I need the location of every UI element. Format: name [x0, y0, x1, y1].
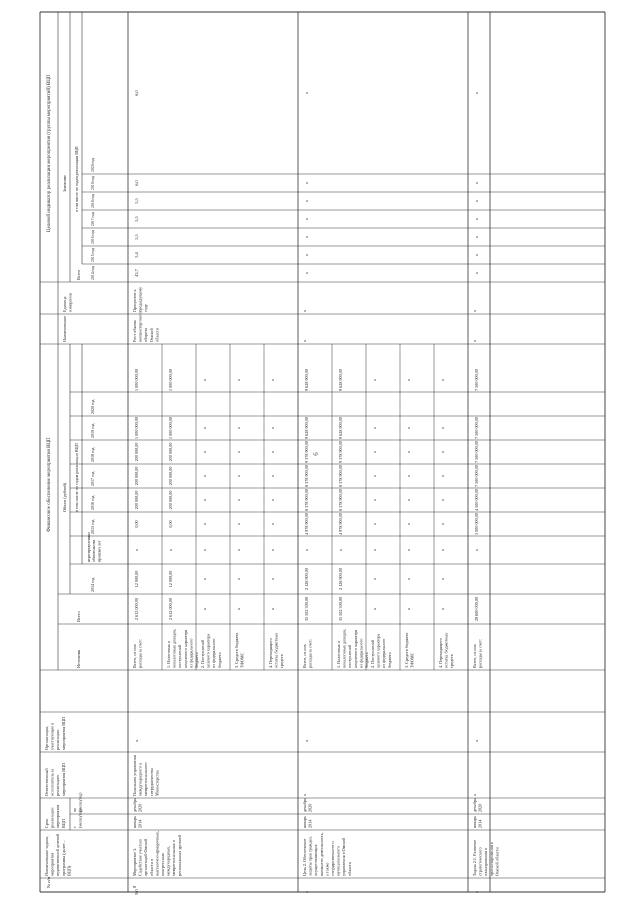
- indicator-value: х: [474, 235, 479, 239]
- finance-value: х: [236, 498, 241, 502]
- finance-value: 2 128 900,00: [304, 568, 309, 590]
- finance-value: 200 000,00: [168, 490, 173, 510]
- indicator-unit: Процентов к: [132, 289, 137, 312]
- row-term-from: 2014: [307, 819, 313, 828]
- header-ind-year: 2017 год: [91, 212, 95, 226]
- row-term-from: 2014: [477, 819, 483, 828]
- finance-value: х: [202, 378, 207, 382]
- indicator-value: х: [304, 199, 309, 203]
- finance-value: 29 600 000,00: [474, 596, 479, 622]
- finance-value: х: [270, 607, 275, 611]
- header-col-term: реализации: [49, 807, 55, 828]
- finance-value: 4 500 000,00: [474, 489, 479, 511]
- indicator-unit: х: [302, 309, 307, 312]
- finance-source: 3. Средств бюджета: [404, 632, 409, 668]
- finance-value: х: [304, 548, 309, 552]
- header-ind-year: 2016 год: [91, 230, 95, 244]
- header-col-ind-unit: измерения: [67, 293, 73, 312]
- finance-source: Всего, из них: [472, 644, 477, 668]
- finance-value: х: [236, 522, 241, 526]
- finance-value: 0,00: [168, 520, 173, 528]
- header-col-term-from: с: [72, 826, 77, 828]
- finance-value: х: [236, 548, 241, 552]
- row-term-to: 2020: [477, 803, 483, 812]
- header-year: 2016 год: [90, 495, 95, 510]
- finance-value: 35 502 300,00: [304, 596, 309, 622]
- header-col-unallocated: прошлых лет: [97, 540, 102, 562]
- finance-source: бюджета: [386, 652, 392, 668]
- finance-value: х: [440, 522, 445, 526]
- finance-source: Всего, из них: [302, 644, 307, 668]
- finance-value: х: [440, 498, 445, 502]
- header-col-term-from: (месяц/год): [77, 808, 83, 828]
- finance-source: расходы за счет:: [477, 639, 483, 668]
- finance-source: средств: [449, 654, 455, 668]
- row-responsible: межрегионального: [143, 762, 149, 796]
- finance-source: нецелевого характера: [352, 629, 358, 668]
- indicator-value: 5,5: [134, 216, 139, 222]
- finance-source: 3. Средств бюджета: [234, 632, 239, 668]
- row-term-to: 2020: [307, 803, 313, 812]
- row-term-to: 2020: [137, 803, 143, 812]
- finance-value: х: [236, 426, 241, 430]
- finance-value: 2 612 000,00: [134, 598, 139, 620]
- header-col-name: Наименование задачи,: [44, 836, 49, 876]
- header-col-no: № п/п: [46, 876, 51, 888]
- finance-value: х: [168, 548, 173, 552]
- header-year: 2014 год: [90, 577, 95, 592]
- row-term-to: декабрь: [132, 798, 137, 812]
- header-ind-year: 2014 год: [91, 266, 95, 280]
- finance-source: расходы за счет:: [307, 639, 313, 668]
- header-col-source: Источник: [76, 649, 81, 668]
- finance-source: остатка бюджетных: [443, 632, 449, 668]
- finance-value: 9 628 900,00: [304, 369, 309, 391]
- row-name: конгрессных: [160, 853, 165, 876]
- row-name: области в: [148, 858, 154, 876]
- finance-value: 200 000,00: [134, 442, 139, 462]
- finance-value: х: [338, 548, 343, 552]
- row-responsible: х: [472, 793, 477, 796]
- finance-value: х: [406, 607, 411, 611]
- indicator-value: х: [474, 217, 479, 221]
- finance-value: х: [270, 378, 275, 382]
- finance-value: х: [270, 426, 275, 430]
- finance-source: из федерального: [188, 638, 194, 668]
- finance-value: х: [406, 426, 411, 430]
- indicator-value: х: [304, 181, 309, 185]
- finance-value: х: [270, 474, 275, 478]
- indicator-value: 5,5: [134, 234, 139, 240]
- indicator-value: х: [474, 271, 479, 275]
- finance-value: х: [236, 577, 241, 581]
- finance-value: х: [202, 426, 207, 430]
- header-col-name: программы (далее –: [60, 840, 66, 876]
- finance-value: 7 500 000,00: [474, 441, 479, 463]
- header-col-term: ВЦП: [60, 819, 66, 828]
- finance-value: х: [134, 548, 139, 552]
- row-name: Задача 2.1. Развитие: [472, 839, 477, 876]
- finance-value: х: [440, 548, 445, 552]
- finance-value: х: [372, 450, 377, 454]
- finance-source: неналоговых доходов,: [341, 628, 347, 668]
- header-col-org: участвующие в: [49, 722, 55, 750]
- finance-value: х: [202, 607, 207, 611]
- indicator-name: области: [154, 328, 160, 342]
- header-col-org: мероприятия ВЦП: [60, 716, 66, 750]
- row-name: Омской области: [494, 847, 500, 876]
- finance-value: х: [236, 378, 241, 382]
- finance-value: х: [202, 577, 207, 581]
- finance-value: х: [440, 607, 445, 611]
- row-name: а также: [324, 862, 330, 876]
- header-col-term-to: (месяц/год): [77, 792, 83, 812]
- finance-value: х: [202, 522, 207, 526]
- row-name: выставочно-ярмарочных,: [154, 831, 160, 876]
- row-name: межрегиональных и: [171, 840, 177, 876]
- indicator-value: х: [474, 181, 479, 185]
- indicator-unit: предыдущему: [137, 286, 143, 312]
- header-ind-year: 2015 год: [91, 248, 95, 262]
- finance-value: 8 378 900,00: [338, 489, 343, 511]
- row-term-from: январь: [472, 816, 477, 828]
- indicator-name: х: [472, 339, 477, 342]
- finance-value: х: [440, 378, 445, 382]
- header-col-ind-by-year: в том числе по годам реализации ВЦП: [74, 146, 79, 212]
- row-name: планирования и: [483, 847, 489, 876]
- finance-source: бюджета: [194, 652, 199, 668]
- header-col-ind-total: Всего: [76, 269, 81, 280]
- indicator-value: х: [304, 890, 309, 894]
- row-responsible: международного и: [137, 762, 143, 796]
- indicator-value: х: [474, 253, 479, 257]
- finance-source: Всего, из них: [132, 644, 137, 668]
- finance-source: целевого характера: [205, 633, 211, 668]
- finance-value: 9 628 900,00: [338, 417, 343, 439]
- row-name: прогнозирования в: [488, 842, 494, 876]
- finance-value: х: [372, 548, 377, 552]
- finance-value: 1 000 000,00: [134, 369, 139, 391]
- header-col-by-year: в том числе по годам реализации ВЦП: [74, 443, 79, 512]
- finance-source: поступлений: [347, 644, 353, 668]
- finance-value: 200 000,00: [168, 466, 173, 486]
- row-term-from: 2014: [137, 819, 143, 828]
- indicator-value: х: [304, 271, 309, 275]
- header-col-responsible: исполнитель за: [49, 768, 55, 796]
- finance-source: средств: [279, 654, 285, 668]
- row-term-to: декабрь: [472, 798, 477, 812]
- header-col-ind-value: Значение: [62, 174, 67, 192]
- header-col-volume: Объем (рублей): [62, 482, 67, 512]
- finance-value: х: [406, 522, 411, 526]
- row-responsible: Министерства: [154, 770, 160, 796]
- indicator-value: х: [474, 199, 479, 203]
- finance-value: х: [406, 378, 411, 382]
- finance-value: 200 000,00: [134, 466, 139, 486]
- indicator-value: х: [304, 91, 309, 95]
- finance-value: 7 500 000,00: [474, 417, 479, 439]
- header-col-responsible: реализацию: [55, 774, 61, 796]
- header-col-name: ведомственной целевой: [55, 833, 61, 876]
- finance-value: 0,00: [134, 520, 139, 528]
- finance-value: 4 978 900,00: [338, 513, 343, 535]
- finance-value: х: [406, 548, 411, 552]
- indicator-value: 6,0: [134, 90, 139, 96]
- finance-source: из федерального: [381, 638, 387, 668]
- finance-value: 200 000,00: [134, 490, 139, 510]
- row-org: х: [134, 739, 139, 742]
- header-col-ind-name: Наименование: [62, 315, 67, 342]
- header-col-name: мероприятия: [49, 852, 55, 876]
- header-indicator-title: Целевой индикатор реализации мероприятия (группы мероприятий) ВЦП: [47, 74, 52, 232]
- finance-value: 1 000 000,00: [168, 417, 173, 439]
- header-year: 2018 год: [90, 447, 95, 462]
- indicator-value: х: [304, 235, 309, 239]
- indicator-value: х: [304, 217, 309, 221]
- finance-value: х: [474, 548, 479, 552]
- finance-value: 2 612 000,00: [168, 598, 173, 620]
- indicator-name: х: [302, 339, 307, 342]
- finance-value: 9 378 900,00: [338, 441, 343, 463]
- header-col-name: ВЦП): [66, 865, 72, 876]
- row-name: муниципального: [335, 846, 341, 876]
- finance-source: бюджета: [364, 652, 369, 668]
- finance-value: х: [236, 607, 241, 611]
- row-responsible: Начальник управления: [132, 755, 137, 796]
- finance-value: х: [372, 577, 377, 581]
- header-col-unallocated: обязательства: [92, 539, 97, 562]
- header-col-responsible: мероприятия ВЦП: [60, 762, 66, 796]
- finance-value: х: [406, 474, 411, 478]
- finance-source: 1. Налоговых и: [166, 640, 171, 668]
- row-responsible: сотрудничества: [148, 768, 154, 796]
- finance-value: х: [440, 450, 445, 454]
- header-year: 2015 год: [90, 519, 95, 534]
- row-term-to: декабрь: [302, 798, 307, 812]
- finance-value: х: [202, 474, 207, 478]
- finance-value: х: [236, 474, 241, 478]
- row-responsible: х: [302, 793, 307, 796]
- row-name: защиты прав граждан,: [307, 836, 313, 876]
- indicator-value: 43,7: [134, 269, 139, 277]
- finance-source: целевого характера: [375, 633, 381, 668]
- row-term-from: январь: [302, 816, 307, 828]
- finance-value: 8 378 900,00: [304, 465, 309, 487]
- header-col-ind-unit: Единица: [62, 296, 67, 312]
- finance-value: х: [406, 577, 411, 581]
- finance-source: из федерального: [211, 638, 217, 668]
- finance-source: 4. Переходящего: [268, 638, 273, 668]
- indicator-value: х: [474, 890, 479, 894]
- row-name: области: [346, 862, 352, 876]
- finance-value: х: [270, 498, 275, 502]
- finance-source: 2. Поступлений: [370, 639, 375, 668]
- row-term-from: январь: [132, 816, 137, 828]
- indicator-value: 5,5: [134, 198, 139, 204]
- row-name: международных,: [165, 845, 171, 876]
- finance-value: х: [270, 522, 275, 526]
- finance-source: неналоговых доходов,: [171, 628, 177, 668]
- finance-source: 4. Переходящего: [438, 638, 443, 668]
- indicator-name: Рост объема: [132, 320, 137, 342]
- header-ind-year: 2019 год: [91, 176, 95, 190]
- indicator-value: х: [304, 253, 309, 257]
- header-year: 2020 год: [90, 399, 95, 414]
- row-name: государственного и: [330, 841, 335, 876]
- finance-value: 12 000,00: [134, 570, 139, 588]
- finance-value: х: [202, 450, 207, 454]
- finance-value: х: [440, 426, 445, 430]
- finance-value: 9 628 900,00: [338, 369, 343, 391]
- finance-value: 1 000 000,00: [168, 369, 173, 391]
- finance-source: бюджета: [216, 652, 222, 668]
- header-col-term: мероприятия: [55, 804, 61, 828]
- finance-value: х: [372, 498, 377, 502]
- finance-value: 3 000 000,00: [474, 513, 479, 535]
- finance-value: х: [202, 498, 207, 502]
- row-org: х: [304, 739, 309, 742]
- finance-source: 2. Поступлений: [200, 639, 205, 668]
- row-name: внешнюю деятельность,: [318, 832, 324, 876]
- header-col-term-to: по: [72, 807, 77, 812]
- header-year: 2017 год: [90, 471, 95, 486]
- row-name: региональных уровней: [176, 835, 182, 876]
- finance-value: х: [270, 450, 275, 454]
- row-name: организаций Омской: [143, 838, 149, 876]
- row-name: управления в Омской: [341, 837, 347, 876]
- header-col-org: реализации: [55, 729, 61, 750]
- finance-value: 8 378 900,00: [304, 489, 309, 511]
- header-ind-year: 2020 год: [91, 158, 95, 172]
- page-number: 6: [311, 452, 320, 456]
- indicator-value: х: [474, 91, 479, 95]
- finance-value: х: [406, 498, 411, 502]
- indicator-value: 9,0: [134, 889, 139, 895]
- finance-value: 35 502 300,00: [338, 596, 343, 622]
- indicator-name: внешнеторгового: [137, 311, 143, 342]
- finance-value: 7 500 000,00: [474, 369, 479, 391]
- finance-value: х: [372, 426, 377, 430]
- row-name: Содействие участию: [137, 839, 143, 876]
- indicator-value: 5,4: [134, 252, 139, 258]
- finance-value: х: [270, 577, 275, 581]
- finance-value: х: [372, 607, 377, 611]
- indicator-name: Омской: [148, 328, 154, 342]
- indicator-unit: году: [143, 304, 149, 312]
- finance-value: х: [202, 548, 207, 552]
- finance-value: х: [440, 474, 445, 478]
- finance-value: х: [236, 450, 241, 454]
- row-number: 8: [132, 885, 137, 888]
- finance-value: 200 000,00: [168, 442, 173, 462]
- finance-value: х: [372, 522, 377, 526]
- header-finance-title: Финансовое обеспечение мероприятия ВЦП: [47, 437, 52, 532]
- finance-value: 1 000 000,00: [134, 417, 139, 439]
- row-name: Цель 2. Обеспечение: [302, 838, 307, 876]
- header-col-total: Всего: [76, 611, 81, 622]
- header-year: 2019 год: [90, 423, 95, 438]
- finance-source: 1. Налоговых и: [336, 640, 341, 668]
- finance-source: из федерального: [358, 638, 364, 668]
- finance-source: ТФОМС: [409, 652, 415, 668]
- finance-value: 9 378 900,00: [304, 441, 309, 463]
- row-name: осуществляющих: [313, 844, 319, 876]
- indicator-unit: х: [472, 309, 477, 312]
- finance-value: х: [372, 378, 377, 382]
- finance-value: х: [270, 548, 275, 552]
- finance-source: остатка бюджетных: [273, 632, 279, 668]
- finance-value: х: [440, 577, 445, 581]
- finance-source: нецелевого характера: [182, 629, 188, 668]
- finance-value: 2 128 900,00: [338, 568, 343, 590]
- finance-value: 4 978 900,00: [304, 513, 309, 535]
- finance-value: 9 628 900,00: [304, 417, 309, 439]
- indicator-name: оборота: [143, 327, 149, 342]
- header-col-org: Организации,: [44, 725, 49, 750]
- finance-value: 12 000,00: [168, 570, 173, 588]
- row-name: стратегического: [477, 847, 483, 876]
- finance-source: расходы за счет:: [137, 639, 143, 668]
- header-col-responsible: Ответственный: [44, 768, 49, 796]
- finance-value: 8 378 900,00: [338, 465, 343, 487]
- finance-value: 7 500 000,00: [474, 465, 479, 487]
- header-ind-year: 2018 год: [91, 194, 95, 208]
- header-col-term: Срок: [44, 818, 49, 828]
- finance-value: х: [406, 450, 411, 454]
- row-org: х: [474, 739, 479, 742]
- row-name: Мероприятие 5.: [132, 847, 137, 876]
- finance-source: поступлений: [177, 644, 183, 668]
- rotated-table-group: [40, 12, 605, 895]
- finance-source: ТФОМС: [239, 652, 245, 668]
- header-col-unallocated: нераспределенные: [87, 531, 91, 562]
- indicator-value: 6,0: [134, 180, 139, 186]
- finance-value: х: [372, 474, 377, 478]
